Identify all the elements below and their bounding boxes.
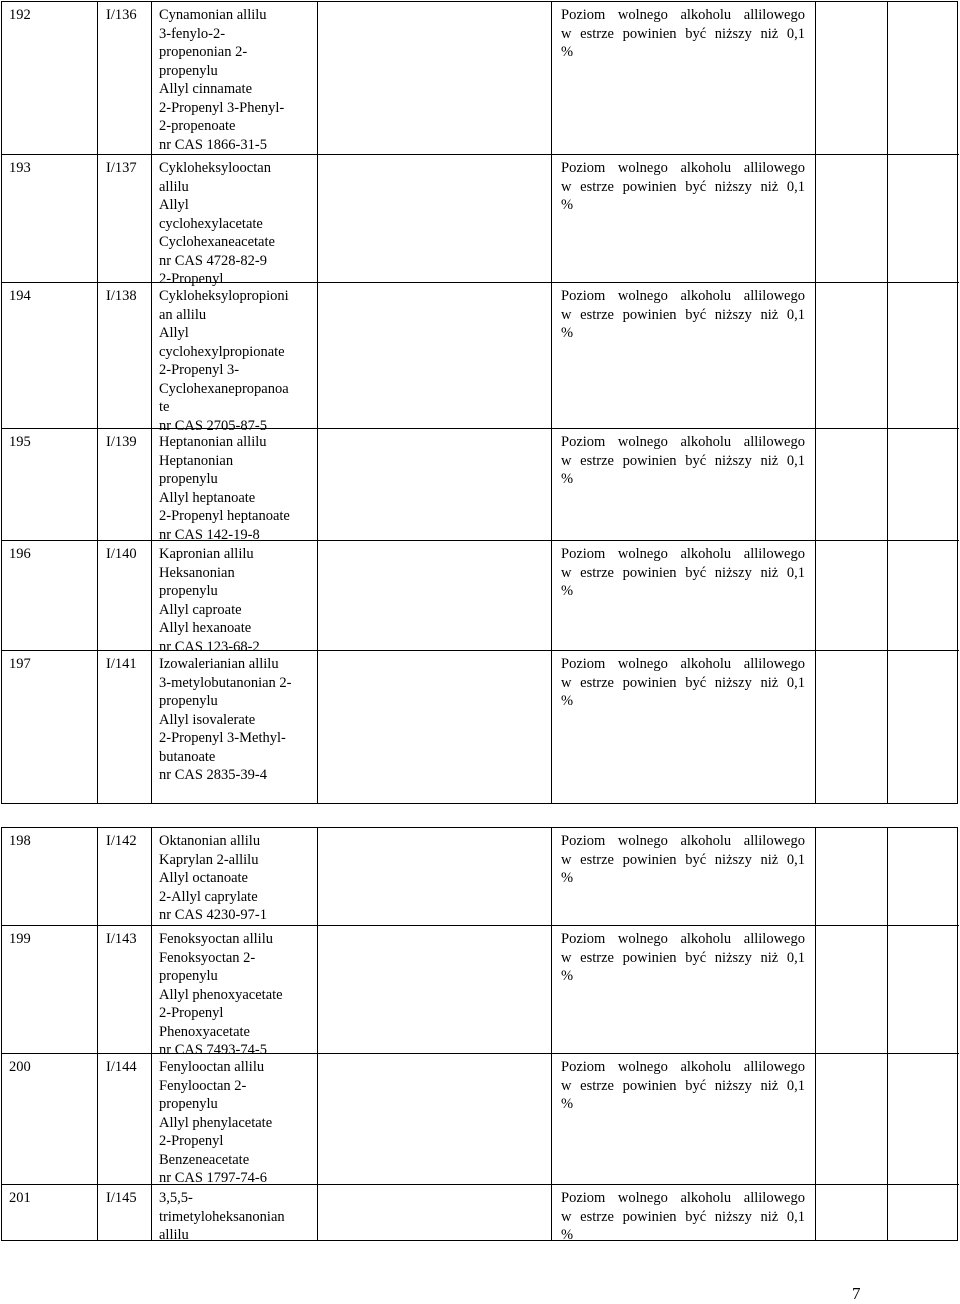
- restriction-condition: [561, 1058, 805, 1114]
- substance-name-line: nr CAS 1866-31-5: [159, 136, 267, 153]
- condition-line: w estrze powinien być niższy niż 0,1: [561, 1077, 805, 1094]
- table-row: [2, 540, 959, 655]
- substance-name-line: Cynamonian allilu: [159, 7, 267, 23]
- substance-name-line: Cyclohexanepropanoa: [159, 380, 289, 397]
- substance-name-line: propenylu: [159, 62, 218, 79]
- substance-name-line: Benzeneacetate: [159, 1151, 250, 1168]
- substance-name-line: 2-propenoate: [159, 118, 236, 134]
- table-row: [2, 1184, 959, 1243]
- condition-line: Poziom wolnego alkoholu allilowego: [561, 288, 805, 304]
- substance-name-line: 2-Propenyl 3-: [159, 362, 240, 378]
- substance-name-line: nr CAS 2705-87-5: [159, 417, 267, 434]
- condition-line: w estrze powinien być niższy niż 0,1: [561, 674, 805, 691]
- substance-name-line: Kaprylan 2-allilu: [159, 851, 259, 868]
- substance-name-line: Oktanonian allilu: [159, 833, 261, 849]
- condition-line: %: [561, 44, 574, 60]
- condition-line: %: [561, 197, 574, 213]
- substance-name: [159, 287, 289, 435]
- substance-name: [159, 545, 260, 656]
- substance-name-line: nr CAS 2835-39-4: [159, 767, 267, 783]
- condition-line: %: [561, 870, 574, 886]
- substance-name-line: Allyl octanoate: [159, 870, 248, 886]
- substance-name-line: propenylu: [159, 471, 218, 487]
- entry-reference: I/140: [106, 546, 137, 562]
- substance-name: [159, 832, 267, 925]
- substance-name-line: nr CAS 123-68-2: [159, 638, 260, 655]
- entry-number: 193: [9, 160, 31, 176]
- substance-name-line: propenylu: [159, 1096, 218, 1112]
- entry-reference: I/144: [106, 1059, 137, 1075]
- substance-name-line: 3,5,5-: [159, 1190, 193, 1206]
- substance-name-line: nr CAS 7493-74-5: [159, 1042, 267, 1058]
- table-row: [2, 828, 959, 925]
- substance-name-line: Cyclohexaneacetate: [159, 234, 275, 250]
- entry-reference: I/136: [106, 7, 137, 23]
- substance-name-line: 2-Allyl caprylate: [159, 888, 258, 905]
- substance-name-line: Heptanonian allilu: [159, 434, 267, 450]
- table-row: [2, 925, 959, 1058]
- substance-name-line: Allyl phenylacetate: [159, 1114, 273, 1131]
- table-row: [2, 1053, 959, 1185]
- condition-line: %: [561, 1096, 574, 1112]
- substance-name-line: nr CAS 4728-82-9: [159, 252, 267, 269]
- entry-number: 197: [9, 656, 31, 672]
- substance-name-line: Allyl heptanoate: [159, 489, 256, 506]
- restriction-condition: [561, 655, 805, 711]
- table-row: [2, 282, 959, 434]
- substance-name-line: Allyl phenoxyacetate: [159, 986, 283, 1003]
- substance-name-line: Allyl: [159, 325, 189, 341]
- condition-line: w estrze powinien być niższy niż 0,1: [561, 452, 805, 469]
- substance-name-line: 2-Propenyl: [159, 271, 224, 287]
- condition-line: %: [561, 968, 574, 984]
- restriction-condition: [561, 545, 805, 601]
- entry-number: 201: [9, 1190, 31, 1206]
- table-row: [2, 154, 959, 287]
- substance-name-line: Izowalerianian allilu: [159, 656, 279, 672]
- ingredients-table-2: [1, 827, 958, 1241]
- substance-name-line: Allyl caproate: [159, 601, 242, 618]
- substance-name-line: Fenoksyoctan 2-: [159, 949, 256, 966]
- condition-line: Poziom wolnego alkoholu allilowego: [561, 833, 805, 849]
- substance-name-line: Heptanonian: [159, 452, 234, 469]
- entry-number: 198: [9, 833, 31, 849]
- substance-name: [159, 433, 290, 544]
- substance-name-line: 2-Propenyl 3-Methyl-: [159, 730, 286, 746]
- substance-name-line: Kapronian allilu: [159, 546, 254, 562]
- substance-name-line: cyclohexylpropionate: [159, 343, 285, 360]
- substance-name: [159, 930, 283, 1060]
- substance-name-line: te: [159, 399, 170, 415]
- condition-line: Poziom wolnego alkoholu allilowego: [561, 7, 805, 23]
- condition-line: Poziom wolnego alkoholu allilowego: [561, 1190, 805, 1206]
- substance-name-line: 2-Propenyl: [159, 1005, 224, 1021]
- table-row: [2, 2, 959, 154]
- substance-name: [159, 655, 291, 785]
- substance-name-line: propenylu: [159, 968, 218, 984]
- substance-name-line: Phenoxyacetate: [159, 1023, 250, 1040]
- entry-reference: I/143: [106, 931, 137, 947]
- substance-name-line: cyclohexylacetate: [159, 215, 263, 232]
- substance-name-line: allilu: [159, 1227, 189, 1243]
- condition-line: w estrze powinien być niższy niż 0,1: [561, 949, 805, 966]
- table-row: [2, 428, 959, 541]
- substance-name: [159, 1189, 285, 1245]
- restriction-condition: [561, 159, 805, 215]
- table-row: [2, 650, 959, 806]
- condition-line: %: [561, 1227, 574, 1243]
- substance-name-line: propenylu: [159, 693, 218, 709]
- condition-line: Poziom wolnego alkoholu allilowego: [561, 656, 805, 672]
- entry-reference: I/141: [106, 656, 137, 672]
- substance-name-line: Fenylooctan allilu: [159, 1059, 265, 1075]
- entry-reference: I/137: [106, 160, 137, 176]
- substance-name-line: nr CAS 142-19-8: [159, 526, 260, 543]
- condition-line: Poziom wolnego alkoholu allilowego: [561, 546, 805, 562]
- condition-line: w estrze powinien być niższy niż 0,1: [561, 25, 805, 42]
- substance-name-line: Allyl: [159, 197, 189, 213]
- entry-number: 196: [9, 546, 31, 562]
- substance-name-line: butanoate: [159, 748, 216, 765]
- entry-number: 192: [9, 7, 31, 23]
- restriction-condition: [561, 832, 805, 888]
- condition-line: w estrze powinien być niższy niż 0,1: [561, 1208, 805, 1225]
- restriction-condition: [561, 930, 805, 986]
- entry-reference: I/145: [106, 1190, 137, 1206]
- condition-line: w estrze powinien być niższy niż 0,1: [561, 178, 805, 195]
- condition-line: Poziom wolnego alkoholu allilowego: [561, 931, 805, 947]
- substance-name-line: propenonian 2-: [159, 44, 248, 60]
- entry-number: 194: [9, 288, 31, 304]
- substance-name-line: nr CAS 1797-74-6: [159, 1170, 267, 1186]
- substance-name: [159, 1058, 272, 1188]
- substance-name-line: allilu: [159, 178, 189, 195]
- condition-line: %: [561, 325, 574, 341]
- entry-number: 195: [9, 434, 31, 450]
- substance-name-line: nr CAS 4230-97-1: [159, 907, 267, 923]
- condition-line: w estrze powinien być niższy niż 0,1: [561, 306, 805, 323]
- restriction-condition: [561, 287, 805, 343]
- entry-reference: I/139: [106, 434, 137, 450]
- entry-number: 200: [9, 1059, 31, 1075]
- substance-name-line: trimetyloheksanonian: [159, 1208, 285, 1225]
- substance-name-line: 3-fenylo-2-: [159, 25, 226, 42]
- substance-name-line: Heksanonian: [159, 564, 235, 581]
- entry-reference: I/138: [106, 288, 137, 304]
- substance-name-line: Allyl cinnamate: [159, 81, 253, 97]
- entry-reference: I/142: [106, 833, 137, 849]
- substance-name: [159, 159, 275, 289]
- substance-name-line: an allilu: [159, 306, 207, 323]
- condition-line: Poziom wolnego alkoholu allilowego: [561, 434, 805, 450]
- condition-line: Poziom wolnego alkoholu allilowego: [561, 1059, 805, 1075]
- page-number: 7: [852, 1284, 861, 1303]
- substance-name-line: 2-Propenyl: [159, 1133, 224, 1149]
- restriction-condition: [561, 6, 805, 62]
- restriction-condition: [561, 433, 805, 489]
- substance-name-line: Fenylooctan 2-: [159, 1077, 247, 1094]
- substance-name-line: 3-metylobutanonian 2-: [159, 674, 292, 691]
- condition-line: w estrze powinien być niższy niż 0,1: [561, 564, 805, 581]
- condition-line: Poziom wolnego alkoholu allilowego: [561, 160, 805, 176]
- ingredients-table-1: [1, 1, 958, 804]
- condition-line: %: [561, 693, 574, 709]
- substance-name-line: Allyl isovalerate: [159, 711, 256, 728]
- substance-name-line: Allyl hexanoate: [159, 620, 252, 636]
- substance-name-line: Cykloheksylooctan: [159, 160, 271, 176]
- entry-number: 199: [9, 931, 31, 947]
- condition-line: %: [561, 471, 574, 487]
- restriction-condition: [561, 1189, 805, 1245]
- substance-name-line: 2-Propenyl heptanoate: [159, 508, 290, 524]
- condition-line: w estrze powinien być niższy niż 0,1: [561, 851, 805, 868]
- substance-name: [159, 6, 284, 154]
- substance-name-line: 2-Propenyl 3-Phenyl-: [159, 99, 285, 116]
- substance-name-line: propenylu: [159, 583, 218, 599]
- substance-name-line: Fenoksyoctan allilu: [159, 931, 273, 947]
- condition-line: %: [561, 583, 574, 599]
- substance-name-line: Cykloheksylopropioni: [159, 288, 289, 304]
